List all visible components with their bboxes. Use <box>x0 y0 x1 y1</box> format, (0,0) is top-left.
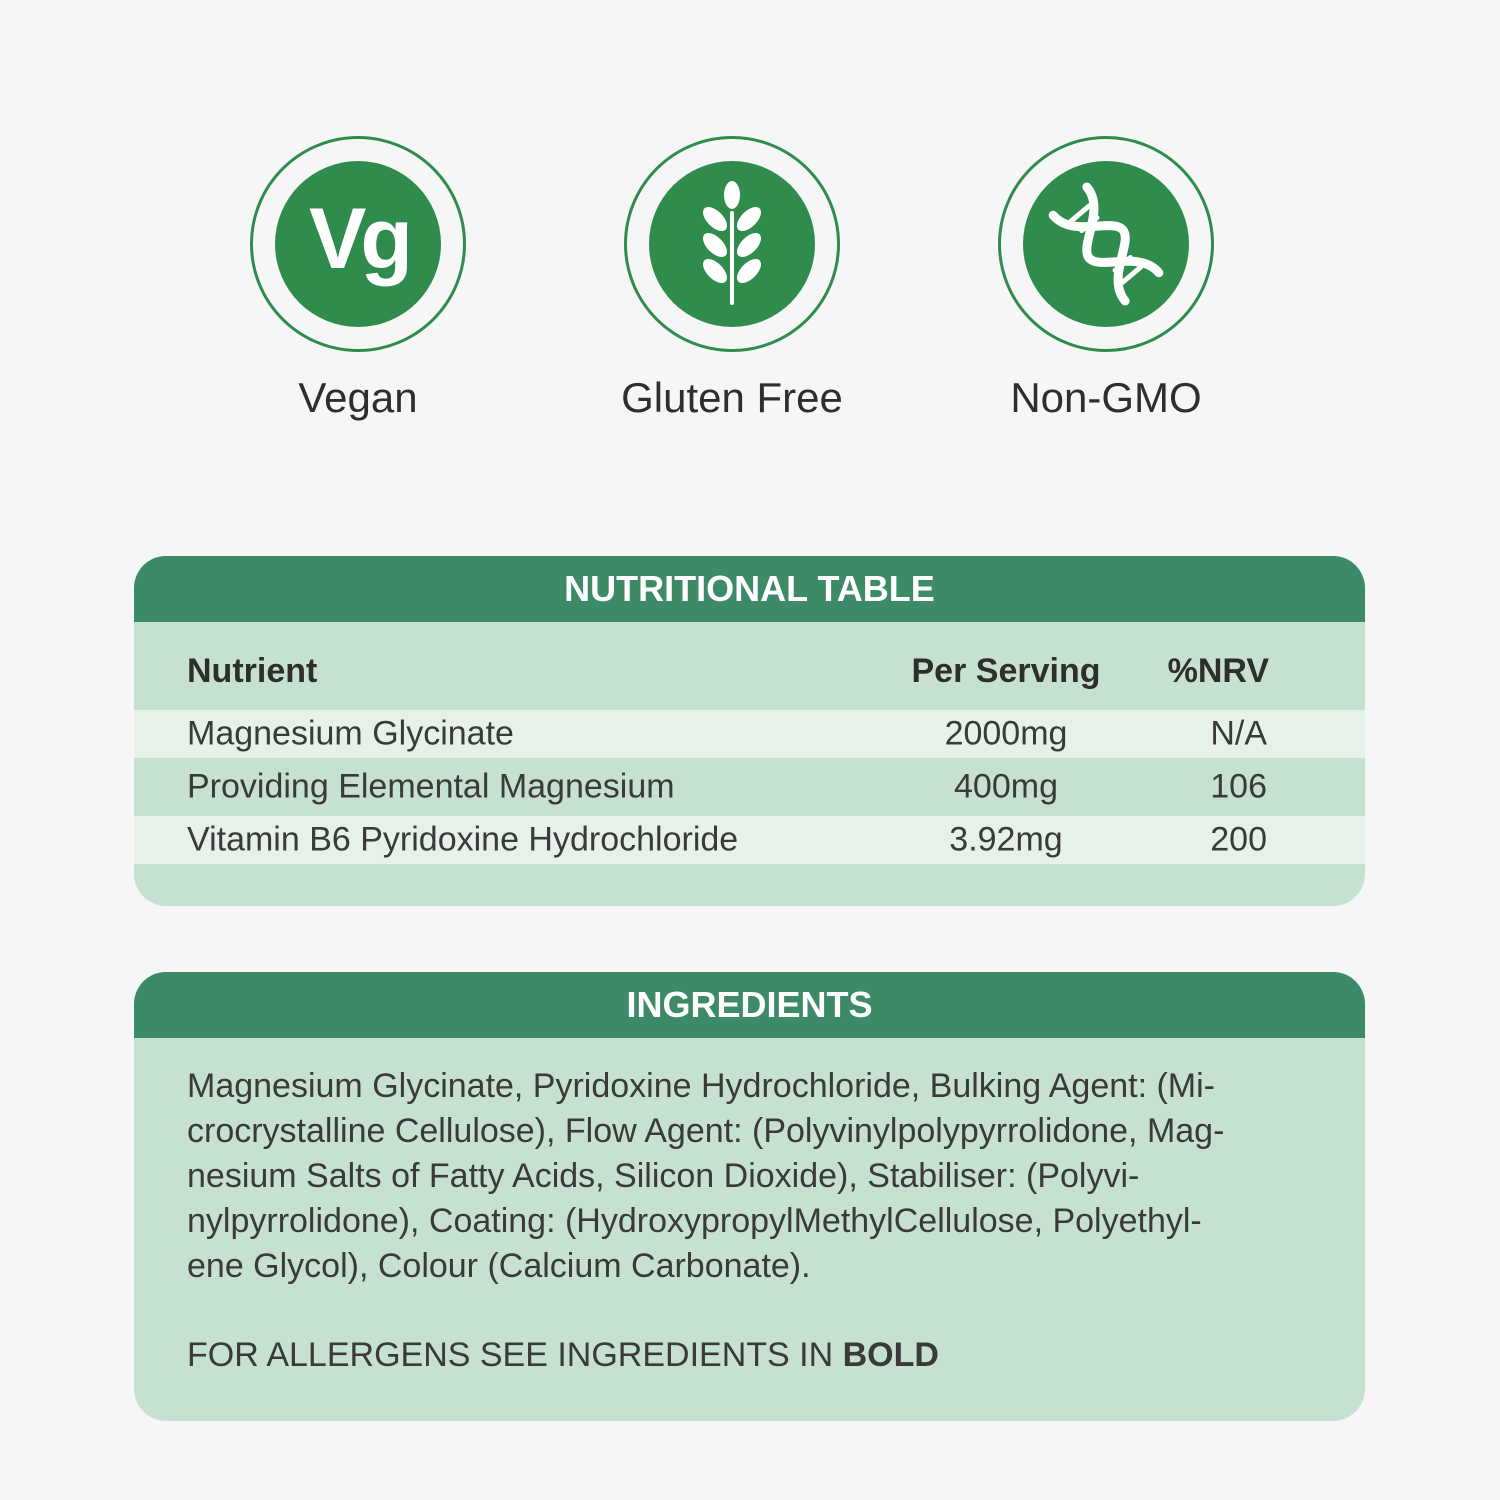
nrv-value: N/A <box>1210 714 1267 753</box>
wheat-icon <box>682 179 782 309</box>
badge-gluten-free <box>620 136 844 422</box>
table-row <box>134 758 1365 816</box>
nrv-value: 200 <box>1210 820 1267 859</box>
vg-icon <box>275 161 441 327</box>
ingredients-line: crocrystalline Cellulose), Flow Agent: (Polyvinylpolypyrrolidone, Mag- <box>187 1112 1225 1150</box>
allergen-note-bold: BOLD <box>842 1336 939 1374</box>
vg-icon-text: Vg <box>309 191 407 287</box>
allergen-note-text: FOR ALLERGENS SEE INGREDIENTS IN <box>187 1336 843 1374</box>
badge-vegan <box>246 136 470 422</box>
per-serving-value: 3.92mg <box>949 820 1063 859</box>
table-row <box>134 816 1365 864</box>
header-per-serving: Per Serving <box>911 652 1101 690</box>
nutrient-name: Vitamin B6 Pyridoxine Hydrochloride <box>187 820 739 859</box>
ingredients-line: Magnesium Glycinate, Pyridoxine Hydrochloride, Bulking Agent: (Mi- <box>187 1067 1216 1105</box>
allergen-note <box>187 1336 939 1375</box>
wheat-disc <box>649 161 815 327</box>
badge-label-non-gmo: Non-GMO <box>1010 374 1202 421</box>
header-nrv: %NRV <box>1167 652 1269 690</box>
ingredients-line: ene Glycol), Colour (Calcium Carbonate). <box>187 1247 811 1285</box>
nutritional-table <box>134 556 1365 906</box>
per-serving-value: 400mg <box>954 767 1058 806</box>
ingredients-text <box>187 1064 1327 1289</box>
nutrient-name: Providing Elemental Magnesium <box>187 767 675 806</box>
dna-icon <box>1044 182 1168 306</box>
ingredients-line: nylpyrrolidone), Coating: (HydroxypropylMethylCellulose, Polyethyl- <box>187 1202 1202 1240</box>
table-row <box>134 710 1365 758</box>
ingredients-title: INGREDIENTS <box>134 972 1365 1038</box>
non-gmo-ring <box>998 136 1214 352</box>
badge-non-gmo <box>994 136 1218 422</box>
ingredients-line: nesium Salts of Fatty Acids, Silicon Dioxide), Stabiliser: (Polyvi- <box>187 1157 1140 1195</box>
nutritional-table-title: NUTRITIONAL TABLE <box>134 556 1365 622</box>
badge-label-gluten-free: Gluten Free <box>621 374 843 421</box>
vegan-ring <box>250 136 466 352</box>
badge-label-vegan: Vegan <box>298 374 418 421</box>
gluten-free-ring <box>624 136 840 352</box>
per-serving-value: 2000mg <box>944 714 1068 753</box>
header-nutrient: Nutrient <box>187 652 318 690</box>
dna-disc <box>1023 161 1189 327</box>
nutrient-name: Magnesium Glycinate <box>187 714 514 753</box>
nrv-value: 106 <box>1210 767 1267 806</box>
